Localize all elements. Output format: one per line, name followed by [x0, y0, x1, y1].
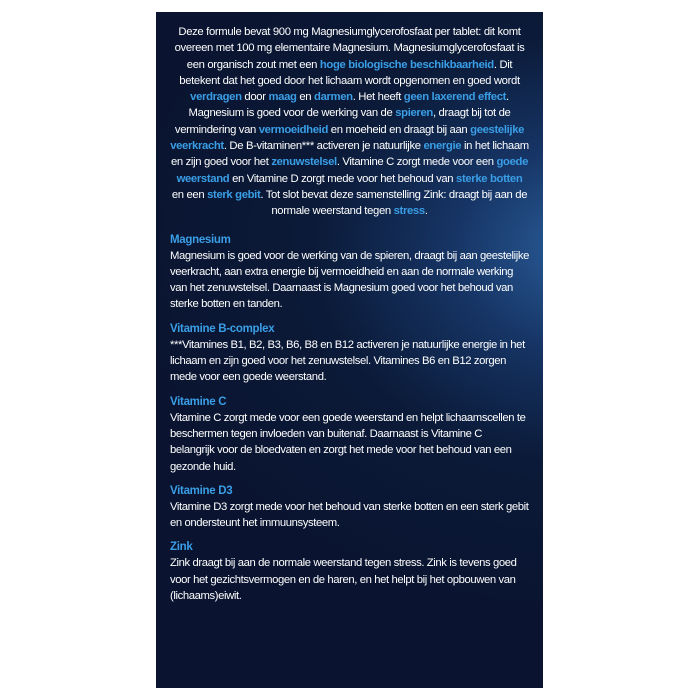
intro-text: . Dit betekent dat het goed door het lichaam wordt opgenomen en goed wordt	[179, 58, 520, 87]
highlight-term: geestelijke veerkracht	[170, 123, 525, 153]
section-vitamine-d3	[170, 483, 529, 532]
highlight-term: sterk gebit	[207, 188, 261, 201]
highlight-term: hoge biologische beschikbaarheid	[319, 58, 494, 71]
nutrient-sections	[170, 232, 529, 605]
section-vitamine-b-complex	[170, 321, 529, 386]
section-title: Vitamine B-complex	[170, 322, 275, 335]
section-title: Magnesium	[170, 233, 231, 246]
intro-text: . Tot slot bevat deze samenstelling Zink: draagt bij aan de normale weerstand tegen	[260, 188, 528, 218]
section-body: Magnesium is goed voor de werking van de spieren, draagt bij aan geestelijke veerkracht, aan extra energie bij vermoeidheid en aan de normale werking van het zenuwstelsel. Daarnaast is Magnesium goed voor het behoud van sterke botten en tanden.	[170, 249, 529, 311]
section-body: ***Vitamines B1, B2, B3, B6, B8 en B12 activeren je natuurlijke energie in het lichaam en zijn goed voor het zenuwstelsel. Vitamines B6 en B12 zorgen mede voor een goede weerstand.	[170, 338, 525, 384]
highlight-term: energie	[423, 140, 462, 153]
highlight-term: spieren	[395, 107, 433, 120]
product-info-panel	[156, 12, 543, 688]
intro-text: . De B-vitaminen*** activeren je natuurlijke	[223, 140, 424, 153]
section-title: Vitamine D3	[170, 484, 233, 497]
section-body: Zink draagt bij aan de normale weerstand tegen stress. Zink is tevens goed voor het gezichtsvermogen en de haren, en het helpt bij het opbouwen van (lichaams)eiwit.	[170, 557, 517, 603]
intro-text: Deze formule bevat 900 mg Magnesiumglycerofosfaat per tablet: dit komt overeen met 100 mg elementaire Magnesium. Magnesiumglycerofosfaat is een organisch zout met een	[174, 26, 525, 71]
section-body: Vitamine C zorgt mede voor een goede weerstand en helpt lichaamscellen te beschermen tegen invloeden van buitenaf. Daarnaast is Vitamine C belangrijk voor de bloedvaten en zorgt het mede voor het behoud van een gezonde huid.	[170, 411, 526, 473]
intro-text: . Magnesium is goed voor de werking van de	[188, 91, 509, 120]
highlight-term: zenuwstelsel	[271, 156, 337, 169]
highlight-term: stress	[393, 205, 425, 218]
highlight-term: verdragen	[190, 91, 242, 104]
intro-text: en een	[171, 188, 208, 201]
intro-text: en Vitamine D zorgt mede voor het behoud van	[229, 172, 457, 185]
intro-text: en moeheid en draagt bij aan	[328, 123, 471, 136]
highlight-term: darmen	[314, 91, 353, 104]
intro-text: . Vitamine C zorgt mede voor een	[336, 156, 497, 169]
section-title: Zink	[170, 541, 193, 554]
highlight-term: geen laxerend effect	[403, 91, 507, 104]
section-vitamine-c	[170, 394, 529, 475]
intro-text: .	[424, 205, 428, 218]
section-zink	[170, 539, 529, 604]
section-title: Vitamine C	[170, 395, 227, 408]
highlight-term: goede weerstand	[176, 156, 529, 185]
intro-text: en	[296, 91, 315, 104]
section-magnesium	[170, 232, 529, 313]
highlight-term: sterke botten	[456, 172, 523, 185]
section-body: Vitamine D3 zorgt mede voor het behoud van sterke botten en een sterk gebit en ondersteunt het immuunsysteem.	[170, 500, 529, 530]
intro-paragraph	[170, 24, 529, 220]
highlight-term: vermoeidheid	[258, 123, 329, 136]
intro-text: door	[241, 91, 269, 104]
intro-text: . Het heeft	[352, 91, 404, 104]
highlight-term: maag	[268, 91, 297, 104]
intro-text: , draagt bij tot de vermindering van	[174, 107, 511, 136]
intro-text: in het lichaam en zijn goed voor het	[170, 140, 529, 169]
